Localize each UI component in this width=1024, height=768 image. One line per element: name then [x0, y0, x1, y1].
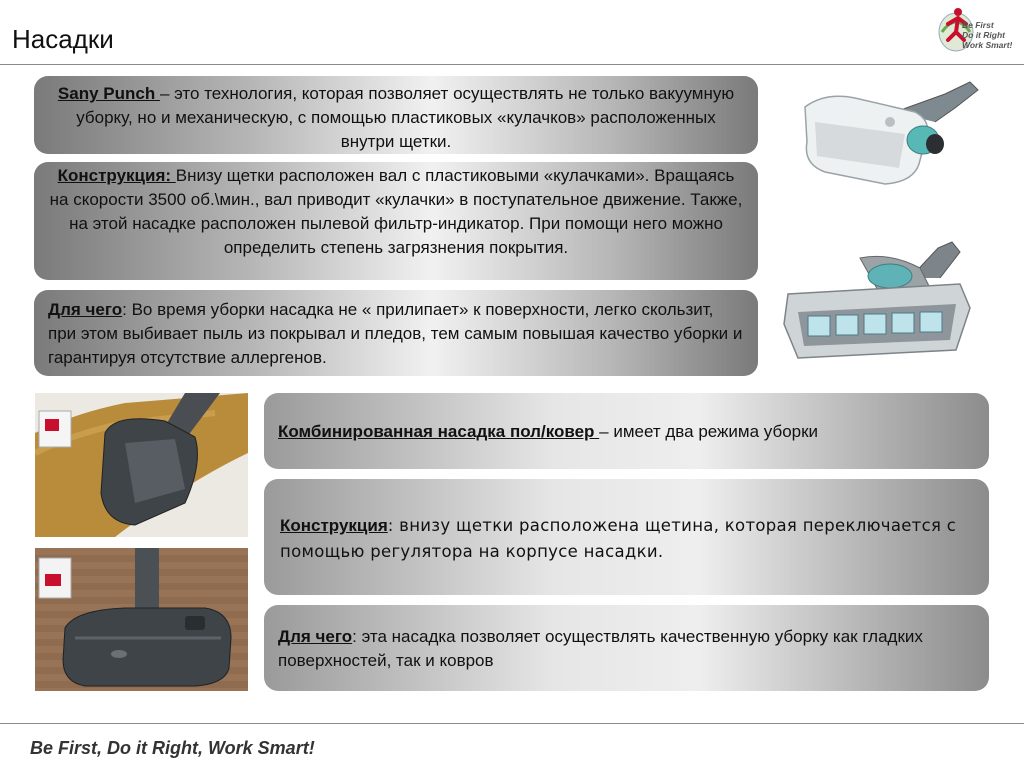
page-title: Насадки	[12, 24, 114, 54]
sany-punch-box	[34, 76, 758, 154]
construction-box-1	[34, 162, 758, 280]
construction-box-2	[264, 479, 989, 595]
footer-divider	[0, 723, 1024, 724]
logo-line-2: Do it Right	[962, 30, 1005, 40]
vacuum-nozzle-photo-bottom-view	[780, 228, 980, 368]
company-logo	[936, 2, 1022, 58]
footer-slogan: Be First, Do it Right, Work Smart!	[30, 738, 315, 758]
purpose-label-1: Для чего	[48, 300, 123, 319]
logo-line-3: Work Smart!	[962, 40, 1013, 50]
purpose-box-2	[264, 605, 989, 691]
construction-label-1: Конструкция:	[57, 166, 176, 185]
header-divider	[0, 64, 1024, 65]
combo-nozzle-box	[264, 393, 989, 469]
purpose-text-1: : Во время уборки насадка не « прилипает» к поверхности, легко скользит, при этом выбивает пыль из покрывал и пледов, тем самым повышая качество уборки и гарантируя отсутствие аллергенов.	[48, 300, 743, 367]
construction-text-2: : внизу щетки расположена щетина, которая переключается с помощью регулятора на корпусе насадки.	[280, 516, 957, 561]
sany-punch-label: Sany Punch	[57, 84, 160, 103]
purpose-text-2: : эта насадка позволяет осуществлять качественную уборку как гладких поверхностей, так и ковров	[278, 627, 923, 670]
purpose-label-2: Для чего	[278, 627, 353, 646]
construction-text-1: Внизу щетки расположен вал с пластиковыми «кулачками». Вращаясь на скорости 3500 об.\мин., вал приводит «кулачки» в поступательное движение. Также, на этой насадке расположен пылевой фильтр-индикатор. При помощи него можно определить степень загрязнения покрытия.	[49, 166, 743, 257]
construction-label-2: Конструкция	[280, 516, 388, 535]
floor-nozzle-photo	[35, 548, 248, 691]
logo-line-1: Be First	[962, 20, 994, 30]
sany-punch-text: – это технология, которая позволяет осуществлять не только вакуумную уборку, но и механическую, с помощью пластиковых «кулачков» расположенных внутри щетки.	[76, 84, 735, 151]
combo-nozzle-label: Комбинированная насадка пол/ковер	[278, 422, 600, 441]
carpet-nozzle-photo	[35, 393, 248, 537]
purpose-box-1	[34, 290, 758, 376]
combo-nozzle-text: – имеет два режима уборки	[599, 422, 819, 441]
vacuum-nozzle-photo-top	[795, 72, 985, 192]
